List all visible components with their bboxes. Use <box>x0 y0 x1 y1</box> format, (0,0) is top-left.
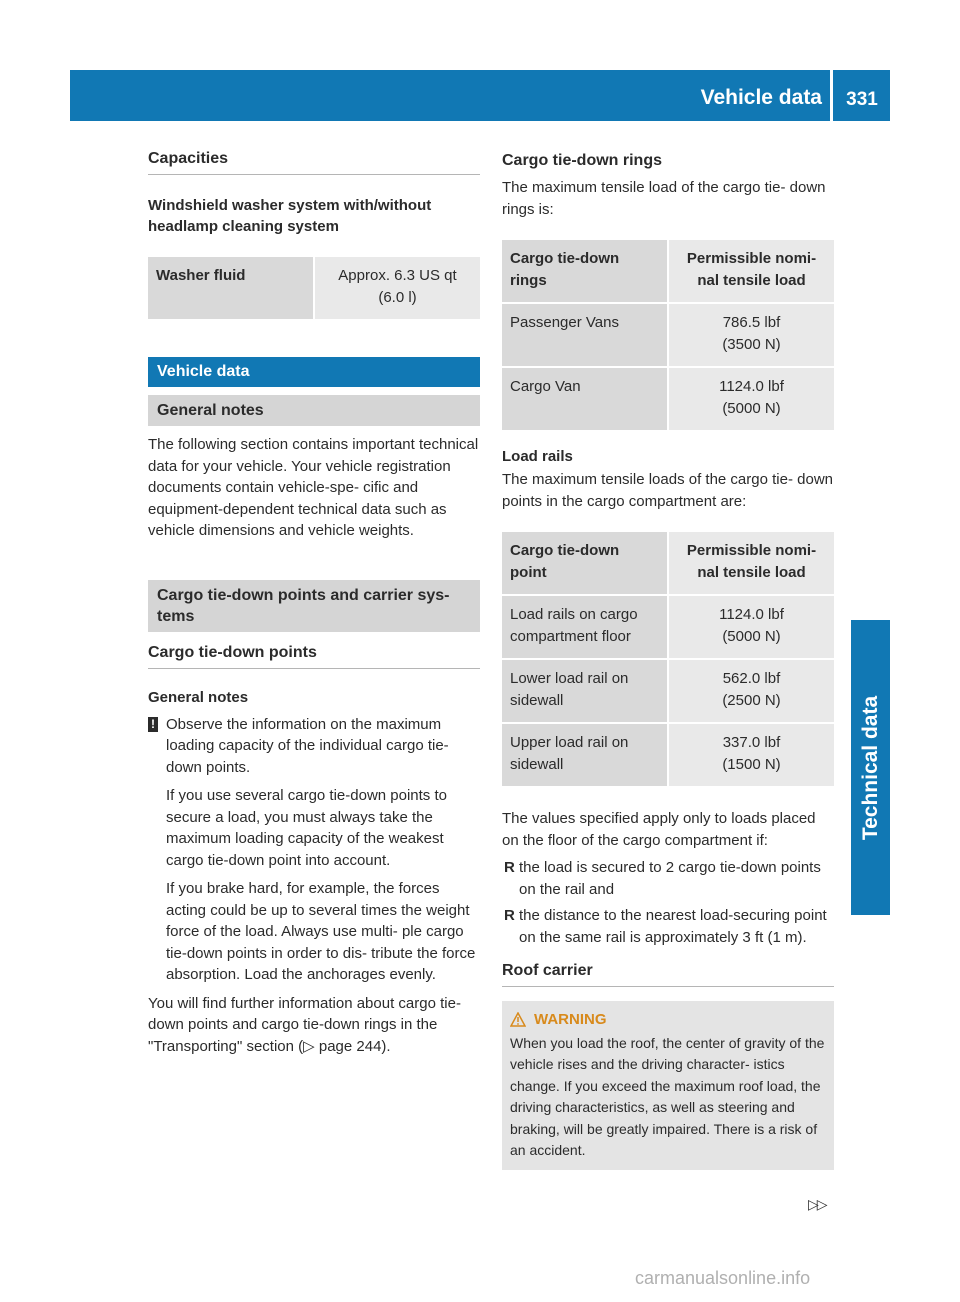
value-n: (2500 N) <box>722 692 781 709</box>
value-n: (1500 N) <box>722 756 781 773</box>
cargo-general-heading: General notes <box>148 688 249 706</box>
row-value <box>668 303 834 367</box>
general-notes-text: The following section contains important technical data for your vehicle. Your vehicle registration documents contain vehicle-spe- cific and equipment-dependent technical data such as vehicle dimensions and vehicle weights. <box>148 436 479 539</box>
bullet-glyph: R <box>504 907 515 924</box>
row-label: Load rails on cargo compartment floor <box>502 595 668 659</box>
chapter-tab-label: Technical data <box>858 695 882 840</box>
table-row <box>502 303 834 367</box>
rails-header-right: Permissible nomi- nal tensile load <box>668 532 834 595</box>
washer-value-line2: (6.0 l) <box>378 289 417 306</box>
cargo-points-heading: Cargo tie-down points <box>148 644 480 669</box>
rings-header-right: Permissible nomi- nal tensile load <box>668 240 834 303</box>
roof-carrier-heading: Roof carrier <box>502 962 834 987</box>
cargo-section-bar: Cargo tie-down points and carrier sys- tems <box>148 580 480 632</box>
header-title: Vehicle data <box>700 86 822 109</box>
washer-heading: Windshield washer system with/without headlamp cleaning system <box>148 197 432 235</box>
row-value <box>668 595 834 659</box>
bullet-glyph: R <box>504 859 515 876</box>
table-row <box>502 595 834 659</box>
rings-heading: Cargo tie-down rings <box>502 152 662 169</box>
warning-title: WARNING <box>534 1011 607 1028</box>
chapter-tab[interactable] <box>851 620 890 915</box>
load-rails-heading: Load rails <box>502 448 573 465</box>
note-paragraph-3: If you brake hard, for example, the forces acting could be up to several times the weight force of the load. Always use multi- ple cargo tie-down points in order to dis- tribute the force absorption. Load the anchorages evenly. <box>166 880 476 983</box>
rails-table <box>502 532 834 786</box>
rings-table <box>502 240 834 430</box>
caution-note <box>148 714 480 986</box>
row-value <box>668 723 834 786</box>
row-label: Upper load rail on sidewall <box>502 723 668 786</box>
row-value <box>668 367 834 430</box>
page-number: 331 <box>846 89 878 110</box>
list-item <box>502 857 834 900</box>
table-row <box>502 367 834 430</box>
value-lbf: 786.5 lbf <box>722 314 781 331</box>
conditions-list <box>502 857 834 948</box>
value-n: (5000 N) <box>722 400 781 417</box>
header-divider <box>830 70 833 121</box>
continue-arrows-icon: ▷▷ <box>808 1196 826 1212</box>
rails-header-left: Cargo tie-down point <box>502 532 668 595</box>
warning-text: When you load the roof, the center of gravity of the vehicle rises and the driving character- istics change. If you exceed the maximum roof load, the driving characteristics, as well as steering and braking, will be greatly impaired. There is a risk of an accident. <box>510 1034 825 1158</box>
list-item <box>502 905 834 948</box>
note-paragraph-2: If you use several cargo tie-down points to secure a load, you must always take the maximum loading capacity of the weakest cargo tie-down point into account. <box>166 787 447 869</box>
load-rails-text: The maximum tensile loads of the cargo tie- down points in the cargo compartment are: <box>502 471 833 510</box>
general-notes-bar: General notes <box>148 395 480 426</box>
row-label: Passenger Vans <box>502 303 668 367</box>
header-bar <box>70 70 890 121</box>
vehicle-data-bar: Vehicle data <box>148 357 480 387</box>
warning-box <box>502 1001 834 1170</box>
row-value <box>668 659 834 723</box>
rings-text: The maximum tensile load of the cargo tie- down rings is: <box>502 179 826 218</box>
values-text: The values specified apply only to loads placed on the floor of the cargo compartment if: <box>502 810 816 849</box>
capacities-heading: Capacities <box>148 150 480 175</box>
row-label: Cargo Van <box>502 367 668 430</box>
washer-label: Washer fluid <box>148 257 314 319</box>
value-n: (3500 N) <box>722 336 781 353</box>
value-lbf: 337.0 lbf <box>722 734 781 751</box>
warning-triangle-icon <box>510 1012 526 1027</box>
value-n: (5000 N) <box>722 628 781 645</box>
warning-title-row <box>510 1009 826 1031</box>
table-row <box>502 723 834 786</box>
value-lbf: 1124.0 lbf <box>719 606 784 623</box>
right-column <box>502 150 834 1170</box>
washer-value-line1: Approx. 6.3 US qt <box>338 267 457 284</box>
left-column <box>148 150 480 1057</box>
row-label: Lower load rail on sidewall <box>502 659 668 723</box>
washer-value <box>314 257 480 319</box>
note-paragraph-1: Observe the information on the maximum loading capacity of the individual cargo tie- down points. <box>166 715 449 776</box>
washer-table <box>148 257 480 319</box>
value-lbf: 1124.0 lbf <box>719 378 784 395</box>
watermark: carmanualsonline.info <box>635 1268 811 1288</box>
list-item-text: the distance to the nearest load-securing point on the same rail is approximately 3 ft (1 m). <box>519 907 827 946</box>
further-info-text: You will find further information about cargo tie-down points and cargo tie-down rings in the "Transporting" section (▷ page 244). <box>148 994 461 1055</box>
table-row <box>502 659 834 723</box>
value-lbf: 562.0 lbf <box>722 670 781 687</box>
list-item-text: the load is secured to 2 cargo tie-down points on the rail and <box>519 859 821 898</box>
exclamation-icon: ! <box>148 717 158 732</box>
rings-header-left: Cargo tie-down rings <box>502 240 668 303</box>
